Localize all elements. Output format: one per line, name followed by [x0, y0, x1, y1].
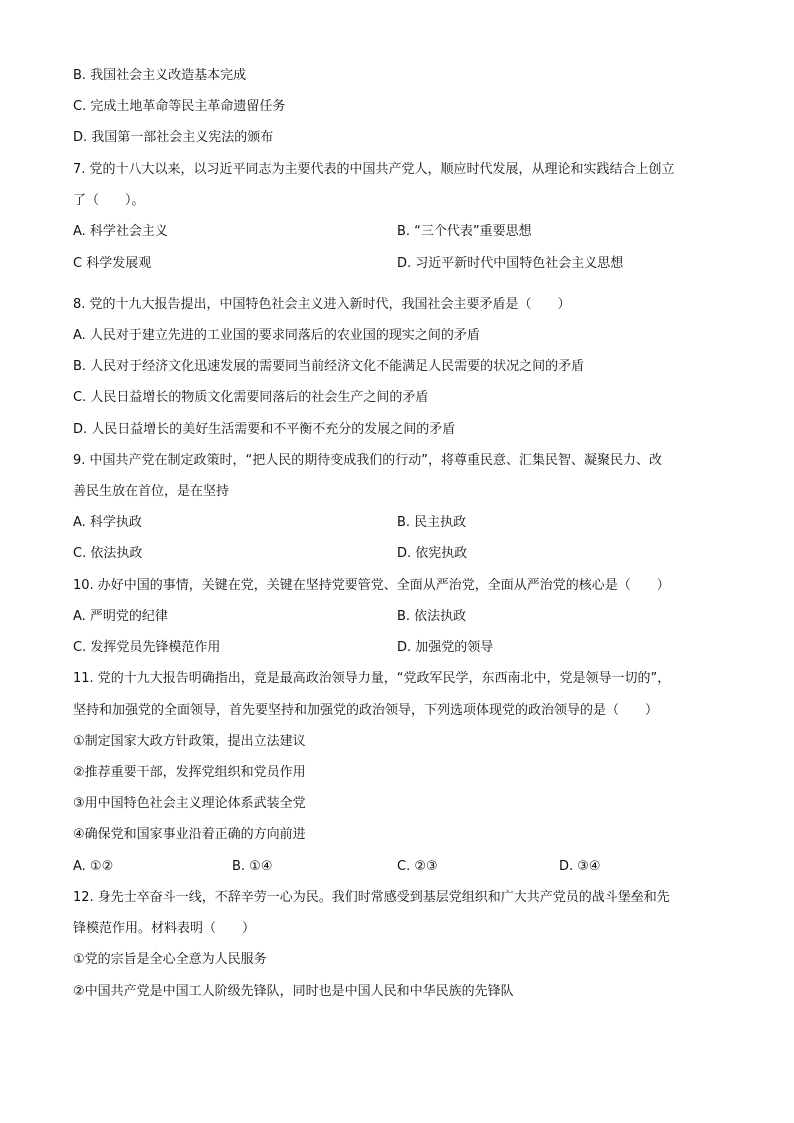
question-8: 8. 党的十九大报告提出，中国特色社会主义进入新时代，我国社会主要矛盾是（ ）	[73, 297, 571, 312]
statement-12-1: ①党的宗旨是全心全意为人民服务	[73, 952, 267, 967]
option-11a: A. ①②	[73, 859, 114, 874]
option-9d: D. 依宪执政	[397, 546, 468, 561]
option-10c: C. 发挥党员先锋模范作用	[73, 640, 221, 655]
option-7c: C 科学发展观	[73, 256, 152, 271]
option-7b: B. “三个代表”重要思想	[397, 224, 532, 239]
option-9b: B. 民主执政	[397, 515, 467, 530]
option-8a: A. 人民对于建立先进的工业国的要求同落后的农业国的现实之间的矛盾	[73, 328, 480, 343]
question-11-line-1: 11. 党的十九大报告明确指出，竟是最高政治领导力量，“党政军民学，东西南北中，党是领导一切的”，	[73, 671, 671, 686]
option-10d: D. 加强党的领导	[397, 640, 494, 655]
question-7-line-1: 7. 党的十八大以来，以习近平同志为主要代表的中国共产党人，顺应时代发展，从理论和实践结合上创立	[73, 162, 675, 177]
question-10: 10. 办好中国的事情，关键在党，关键在坚持党要管党、全面从严治党，全面从严治党的核心是（ ）	[73, 578, 670, 593]
statement-11-3: ③用中国特色社会主义理论体系武装全党	[73, 796, 306, 811]
question-7-line-2: 了（ ）。	[73, 193, 145, 208]
question-12-line-1: 12. 身先士卒奋斗一线，不辞辛劳一心为民。我们时常感受到基层党组织和广大共产党员的战斗堡垒和先	[73, 890, 670, 905]
option-7d: D. 习近平新时代中国特色社会主义思想	[397, 256, 624, 271]
question-12-line-2: 锋模范作用。材料表明（ ）	[73, 921, 256, 936]
option-8d: D. 人民日益增长的美好生活需要和不平衡不充分的发展之间的矛盾	[73, 422, 456, 437]
statement-11-4: ④确保党和国家事业沿着正确的方向前进	[73, 827, 306, 842]
option-11b: B. ①④	[232, 859, 273, 874]
option-6c: C. 完成土地革命等民主革命遗留任务	[73, 99, 286, 114]
option-9a: A. 科学执政	[73, 515, 142, 530]
option-6d: D. 我国第一部社会主义宪法的颁布	[73, 130, 274, 145]
option-10b: B. 依法执政	[397, 609, 467, 624]
statement-12-2: ②中国共产党是中国工人阶级先锋队，同时也是中国人民和中华民族的先锋队	[73, 984, 514, 999]
option-8b: B. 人民对于经济文化迅速发展的需要同当前经济文化不能满足人民需要的状况之间的矛盾	[73, 359, 585, 374]
question-9-line-1: 9. 中国共产党在制定政策时，“把人民的期待变成我们的行动”，将尊重民意、汇集民智、凝聚民力、改	[73, 453, 663, 468]
question-11-line-2: 坚持和加强党的全面领导，首先要坚持和加强党的政治领导，下列选项体现党的政治领导的是（ ）	[73, 703, 659, 718]
option-10a: A. 严明党的纪律	[73, 609, 168, 624]
statement-11-1: ①制定国家大政方针政策，提出立法建议	[73, 734, 306, 749]
option-11c: C. ②③	[397, 859, 438, 874]
option-11d: D. ③④	[559, 859, 601, 874]
question-9-line-2: 善民生放在首位，是在坚持	[73, 484, 230, 499]
option-9c: C. 依法执政	[73, 546, 143, 561]
statement-11-2: ②推荐重要干部，发挥党组织和党员作用	[73, 765, 306, 780]
option-8c: C. 人民日益增长的物质文化需要同落后的社会生产之间的矛盾	[73, 390, 429, 405]
option-6b: B. 我国社会主义改造基本完成	[73, 68, 247, 83]
option-7a: A. 科学社会主义	[73, 224, 168, 239]
